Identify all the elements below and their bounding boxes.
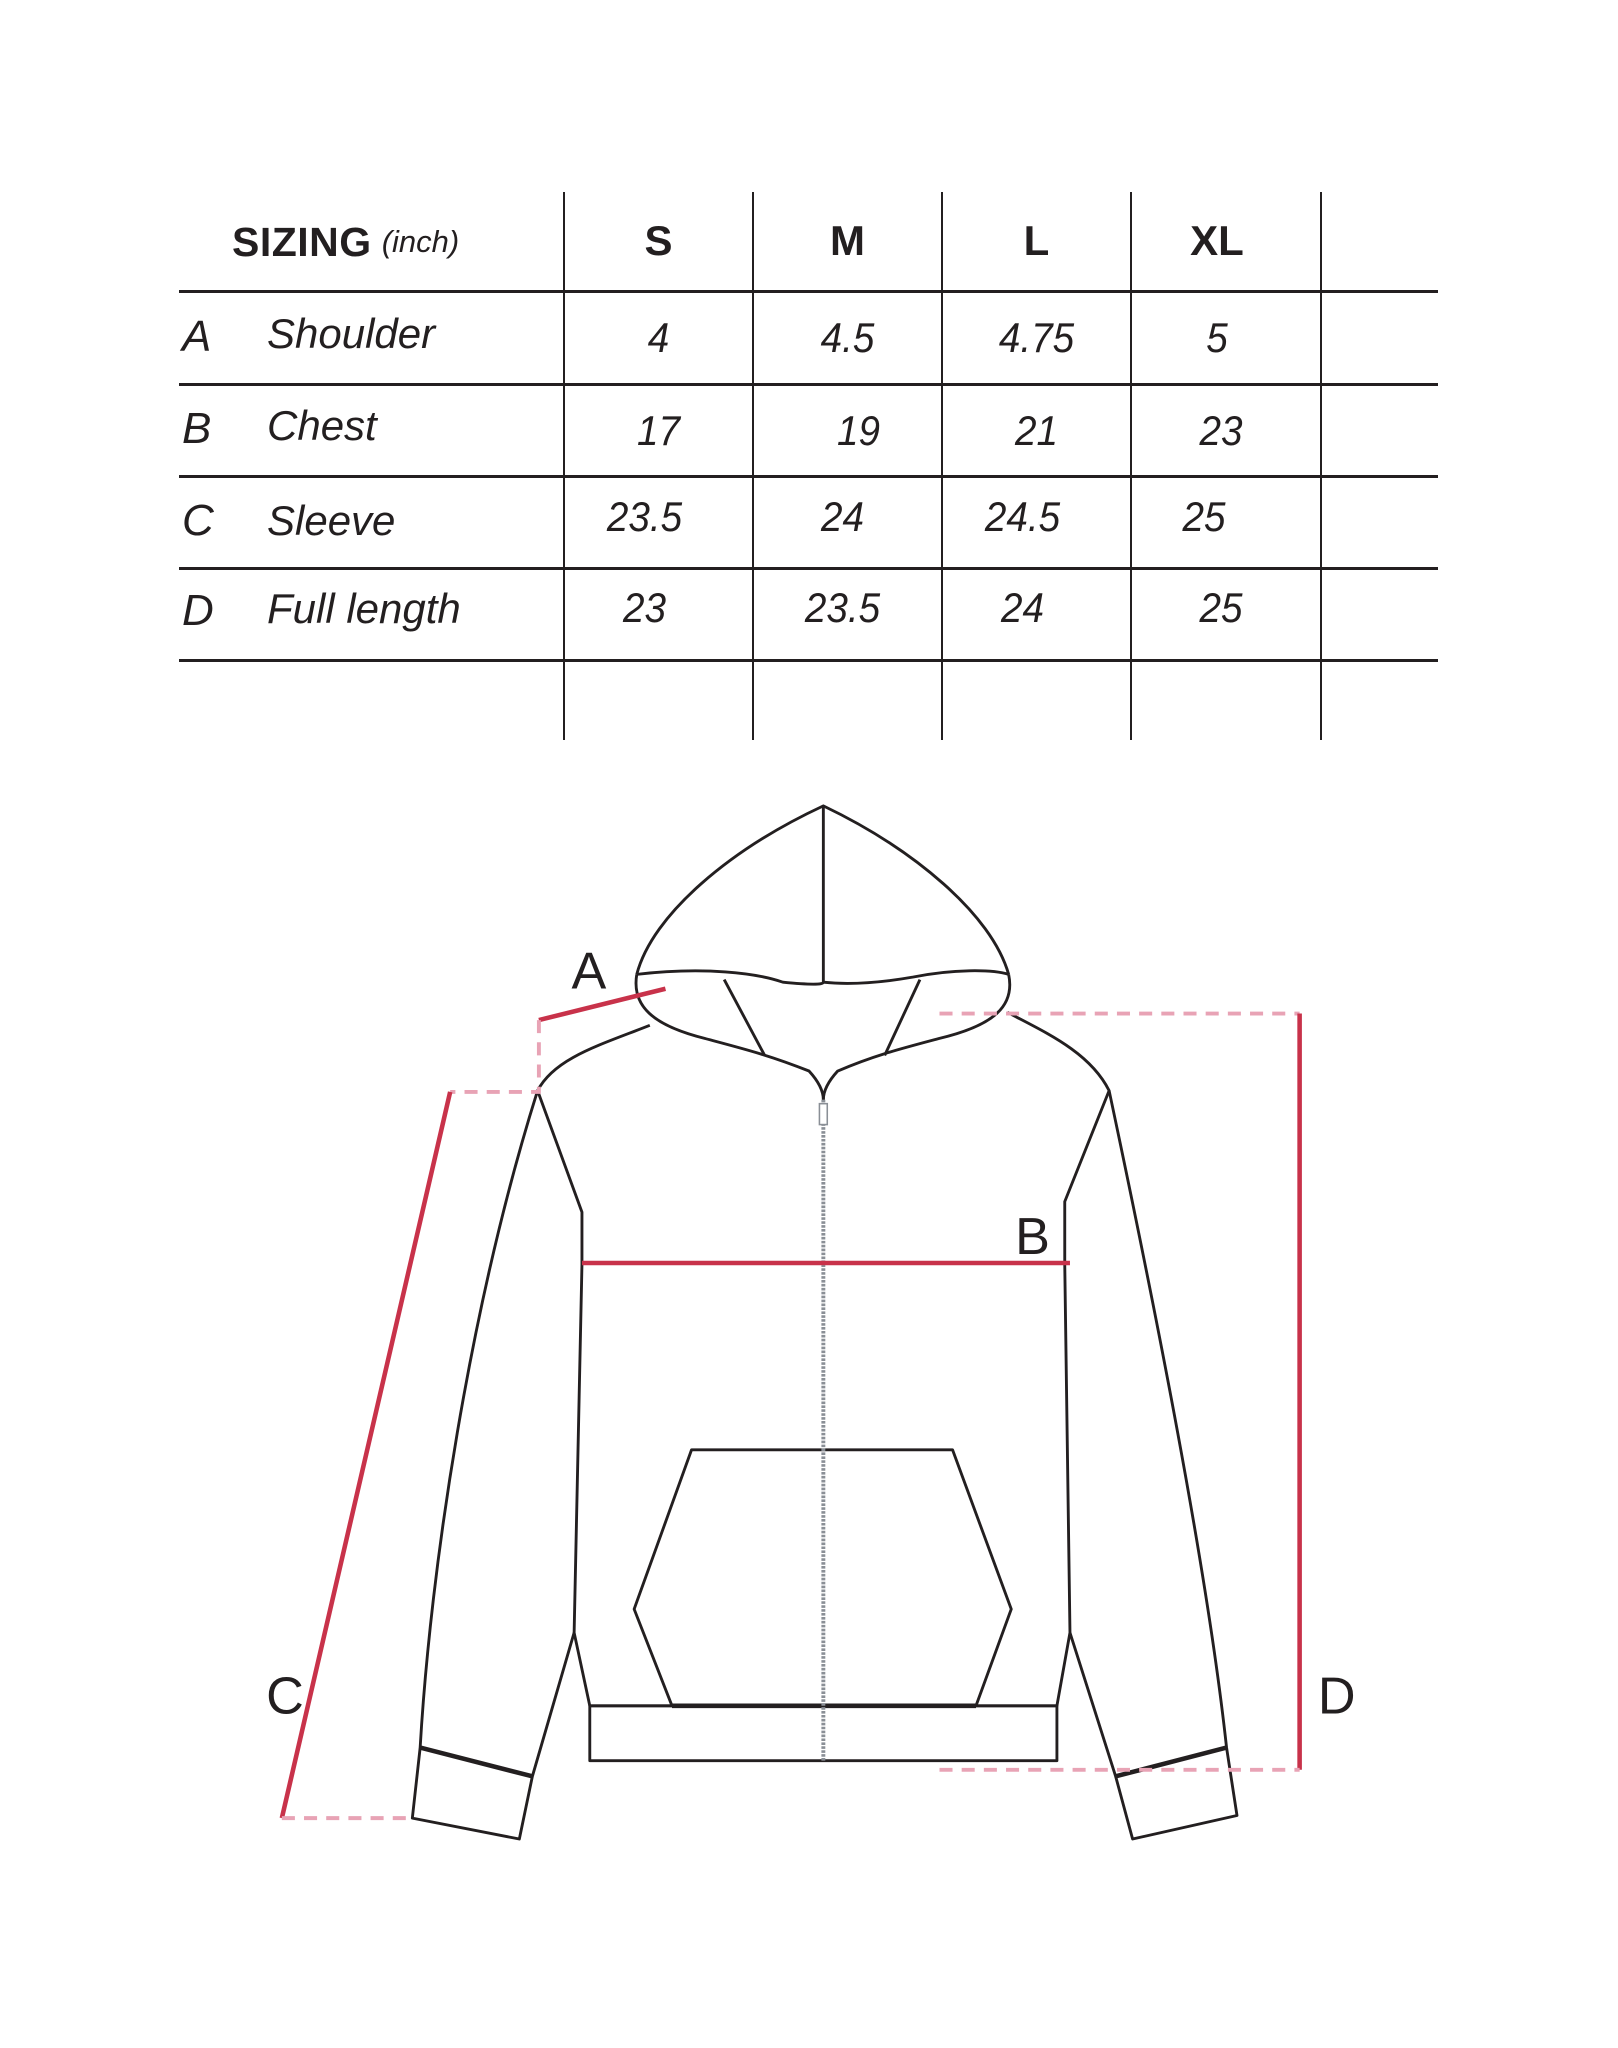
label-c: C xyxy=(266,1667,304,1726)
measure-line-c xyxy=(282,1092,450,1818)
label-d: D xyxy=(1317,1667,1356,1726)
row-label: Sleeve xyxy=(267,497,396,544)
table-cell: 25 xyxy=(1182,492,1226,540)
table-cell: 4 xyxy=(647,314,670,361)
table-cell: 4.5 xyxy=(820,314,875,361)
row-letter: C xyxy=(182,496,214,545)
unit-text: (inch) xyxy=(381,224,460,259)
guide-a-c xyxy=(450,1020,539,1092)
table-cell: 4.75 xyxy=(998,314,1075,361)
table-cell: 24 xyxy=(821,492,864,540)
measurement-guides xyxy=(282,989,1300,1818)
left-sleeve xyxy=(412,1091,574,1839)
row-label: Shoulder xyxy=(267,310,436,357)
label-a: A xyxy=(571,942,607,1001)
table-cell: 23.5 xyxy=(606,492,683,540)
label-b: B xyxy=(1015,1207,1050,1266)
table-cell: 23.5 xyxy=(804,583,881,631)
size-header-s: S xyxy=(644,217,673,264)
hood-left-lapel xyxy=(636,974,823,1099)
table-cell: 5 xyxy=(1206,314,1228,361)
table-cell: 23 xyxy=(1199,406,1243,454)
row-label: Chest xyxy=(267,402,377,449)
title-text: SIZING xyxy=(232,218,372,265)
table-cell: 19 xyxy=(837,406,880,454)
zipper-pull-icon xyxy=(819,1104,827,1125)
table-cell: 24.5 xyxy=(984,492,1061,540)
right-sleeve xyxy=(1070,1091,1237,1839)
row-letter: B xyxy=(182,404,212,453)
right-cuff-seam xyxy=(1116,1748,1227,1777)
table-cell: 21 xyxy=(1015,406,1058,454)
size-header-m: M xyxy=(830,217,865,264)
row-label: Full length xyxy=(267,585,461,632)
table-cell: 24 xyxy=(1001,583,1044,631)
size-header-xl: XL xyxy=(1190,217,1244,264)
left-cuff-seam xyxy=(420,1748,532,1777)
table-cell: 17 xyxy=(637,406,680,454)
hood-right-lapel xyxy=(823,974,1009,1099)
table-cell: 25 xyxy=(1199,583,1243,631)
row-letter: A xyxy=(182,312,212,361)
size-header-l: L xyxy=(1023,217,1050,264)
row-letter: D xyxy=(182,586,214,635)
table-cell: 23 xyxy=(623,583,666,631)
